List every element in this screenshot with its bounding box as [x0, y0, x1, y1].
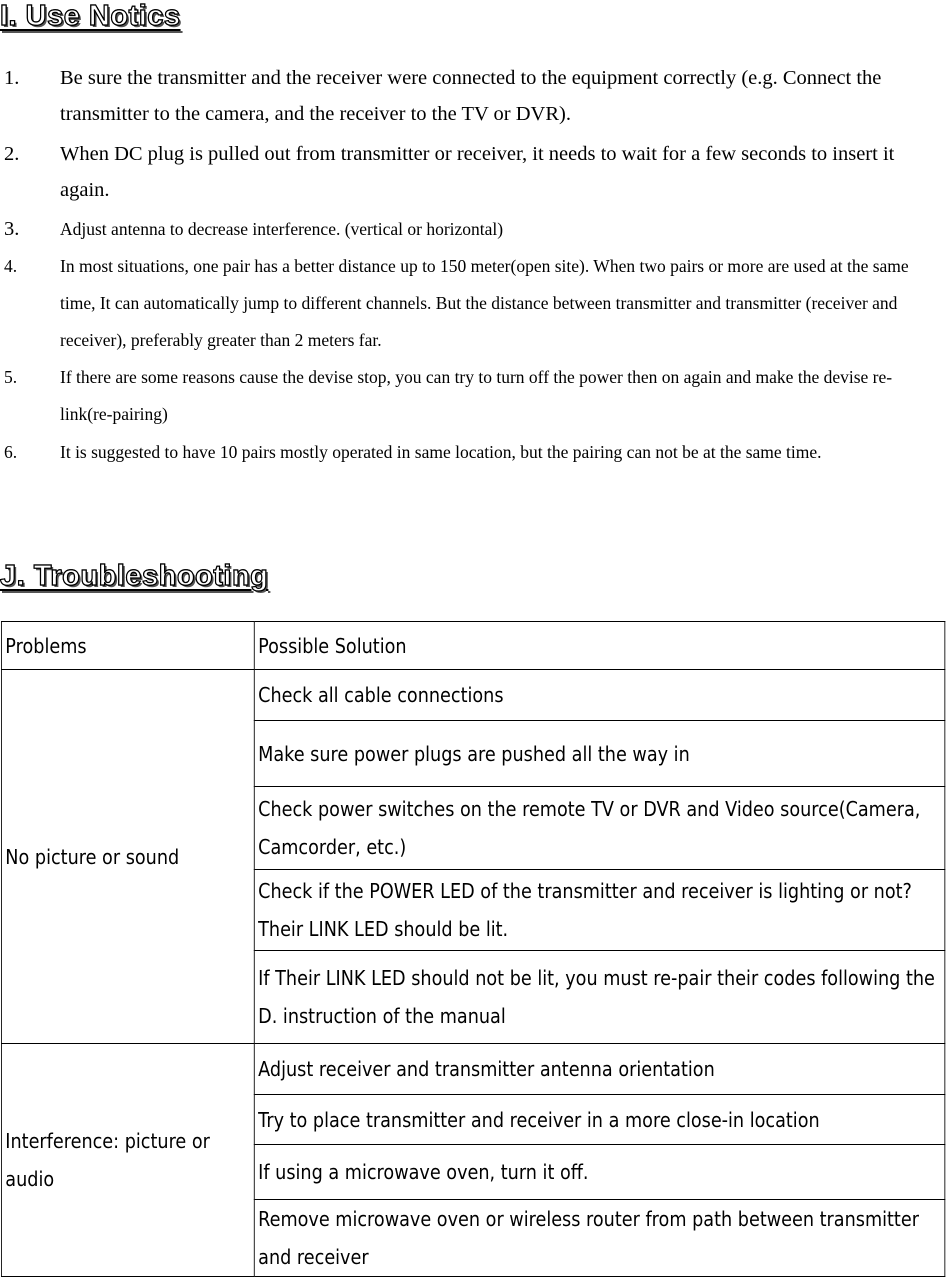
item-number: 5.: [4, 367, 18, 387]
section-heading-use-notics: I. Use Notics: [0, 0, 181, 32]
solution-cell: Check power switches on the remote TV or DVR and Video source(Camera, Camcorder, etc.): [254, 787, 945, 870]
section-heading-troubleshooting: J. Troubleshooting: [0, 560, 269, 592]
item-number: 4.: [4, 256, 18, 276]
header-solution: Possible Solution: [254, 622, 945, 670]
header-problems: Problems: [1, 622, 254, 670]
table-header-row: [1, 622, 944, 670]
item-text: In most situations, one pair has a better distance up to 150 meter(open site). When two pairs or more are used at the same time, It can automatically jump to different channels. But the distance between transmitter and transmitter (receiver and receiver), preferably greater than 2 meters far.: [60, 256, 909, 350]
item-number: 2.: [4, 143, 20, 165]
solution-cell: Try to place transmitter and receiver in a more close-in location: [254, 1095, 945, 1145]
item-text: Adjust antenna to decrease interference. (vertical or horizontal): [60, 219, 504, 239]
item-text: When DC plug is pulled out from transmitter or receiver, it needs to wait for a few seconds to insert it again.: [60, 143, 895, 201]
item-number: 3.: [4, 218, 20, 240]
solution-cell: If using a microwave oven, turn it off.: [254, 1145, 945, 1200]
troubleshooting-table: [1, 621, 945, 1277]
table-row: [1, 1044, 944, 1095]
item-text: It is suggested to have 10 pairs mostly operated in same location, but the pairing can not be at the same time.: [60, 442, 822, 462]
item-text: Be sure the transmitter and the receiver were connected to the equipment correctly (e.g. Connect the transmitter to the camera, and the receiver to the TV or DVR).: [60, 67, 882, 125]
solution-cell: Check all cable connections: [254, 670, 945, 721]
item-number: 6.: [4, 442, 18, 462]
problem-cell: No picture or sound: [1, 670, 254, 1044]
solution-cell: Adjust receiver and transmitter antenna orientation: [254, 1044, 945, 1095]
solution-cell: Remove microwave oven or wireless router from path between transmitter and receiver: [254, 1200, 945, 1277]
problem-cell: Interference: picture or audio: [1, 1044, 254, 1277]
solution-cell: If Their LINK LED should not be lit, you must re-pair their codes following the D. instruction of the manual: [254, 951, 945, 1044]
item-number: 1.: [4, 67, 20, 89]
solution-cell: Make sure power plugs are pushed all the way in: [254, 721, 945, 787]
table-row: [1, 670, 944, 721]
solution-cell: Check if the POWER LED of the transmitter and receiver is lighting or not? Their LINK LED should be lit.: [254, 870, 945, 951]
item-text: If there are some reasons cause the devise stop, you can try to turn off the power then on again and make the devise re-link(re-pairing): [60, 367, 893, 424]
